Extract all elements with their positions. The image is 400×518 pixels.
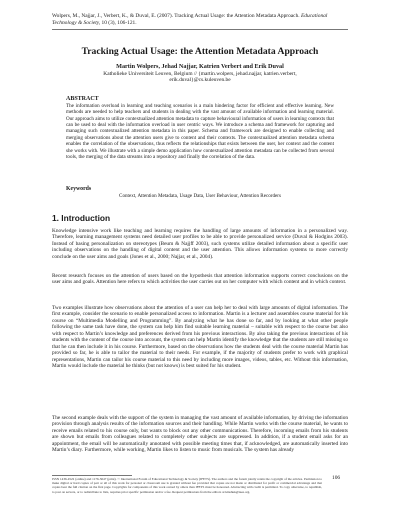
footnote-rule [52,475,132,476]
paper-authors: Martin Wolpers, Jehad Najjar, Katrien Verbert and Erik Duval [116,63,284,70]
affiliation-line-2: erik.duval}@cs.kuleuven.be [169,77,231,84]
abstract-heading: ABSTRACT [66,96,99,103]
abstract-text: The information overload in learning and teaching scenarios is a main hindering factor for efficient and effective learning. New methods are needed to help teachers and students in dealing with the vast amount of available information and learning material. Our approach aims to utilize contextualized attention metadata to capture behavioural information of users in learning contexts that can be used to deal with the information overload in user centric ways. We introduce a schema and framework for capturing and managing such contextualized attention metadata in this paper. Schema and framework are designed to enable collecting and merging observations about the attention users give to content and their contexts. The contextualized attention metadata schema enables the correlation of the observations, thus reflects the relationships that exists between the user, her context and the content she works with. We illustrate with a simple demo application how contextualized attention metadata can be collected from several tools, the merging of the data streams into a repository and finally the correlation of the data. [66,103,334,160]
body-paragraph: The second example deals with the support of the system in managing the vast amount of available information, by driving the information provision through analysis results of the information sources and their handling. While Martin works with the course material, he wants to receive emails related to his course only, but wants to block out any other communications. Therefore, incoming emails from his students are shown but emails from colleagues related to completely other subjects are suppressed. In addition, if a student email asks for an appointment, the email will be automatically annotated with possible meeting times that, if acknowledged, are automatically inserted into Martin’s diary. Furthermore, while working, Martin likes to listen to music from musicals. The system has already [52,414,348,453]
paper-title: Tracking Actual Usage: the Attention Metadata Approach [81,46,319,57]
header-citation: Wolpers, M., Najjar, J., Verbert, K., & Duval, E. (2007). Tracking Actual Usage: the Attention Metadata Approach. [52,13,300,19]
keywords-heading: Keywords [66,186,92,193]
body-paragraph: Knowledge intensive work like teaching and learning requires the handling of large amounts of information in a personalized way. Therefore, learning management systems need detailed user profiles to be able to provide personalized service (Duval & Hodgins 2003). Instead of basing personalization on stereotypes (Beum & Najjff 2003), such systems utilize detailed information about a specific user including observations on the handling of digital content and the user attention. This allows information systems to more correctly conclude on the user aims and goals (Jones et al., 2000; Najjar, et al., 2004). [52,227,348,260]
copyright-footnote: ISSN 1436-4522 (online) and 1176-3647 (print). © International Forum of Educational Technology & Society (IFETS). The authors and the forum jointly retain the copyright of the articles. Permission to make digital or hard copies of part or all of this work for personal or classroom use is granted without fee provided that copies are not made or distributed for profit or commercial advantage and that copies bear the full citation on the first page. Copyrights for components of this work owned by others than IFETS must be honoured. Abstracting with credit is permitted. To copy otherwise, to republish, to post on servers, or to redistribute to lists, requires prior specific permission and/or a fee. Request permissions from the editors at kinshuk@ieee.org. [52,477,322,494]
header-journal: Educational Technology & Society, [52,13,328,26]
body-paragraph: Recent research focuses on the attention of users based on the hypothesis that attention information supports correct conclusions on the user aims and goals. Attention here refers to which activities the user carries out on her computer with which content and in which context. [52,272,348,285]
page-number: 106 [332,475,341,481]
abstract [66,96,334,199]
keywords-text: Context, Attention Metadata, Usage Data, User Behaviour, Attention Recorders [119,193,281,200]
running-header [52,13,348,30]
body-paragraph: Two examples illustrate how observations about the attention of a user can help her to deal with large amounts of digital information. The first example, consider the scenario to enable personalized access to information. Martin is a lecturer and assembles course material for his course on “Multimedia Modelling and Programming”. By analyzing what he has done so far, and by looking at what other people following the same task have done, the system can help him find suitable learning material – suitable with respect to the course but also with respect to Martin’s knowledge and preferences derived from his previous interactions. By also taking the previous interactions of his students with the content of the course into account, the system can help Martin identify the knowledge that the students are still missing so that he can then include it in his course. Furthermore, based on the observations how the students deal with the course material Martin has provided so far, he is able to tailor the material to their needs. For example, if the majority of students prefer to work with graphical representations, Martin can tailor his course material to this need by including more images, videos, tables, etc. Without this information, Martin would include the material he thinks (but not knows) is best suited for his student. [52,304,348,369]
header-issue: 10 (3), 106-121. [101,19,137,26]
section-heading: 1. Introduction [52,212,111,223]
affiliation-line-1: Katholieke Universiteit Leuven, Belgium // {martin.wolpers, jehad.najjar, katrien.verbert, [103,70,297,77]
